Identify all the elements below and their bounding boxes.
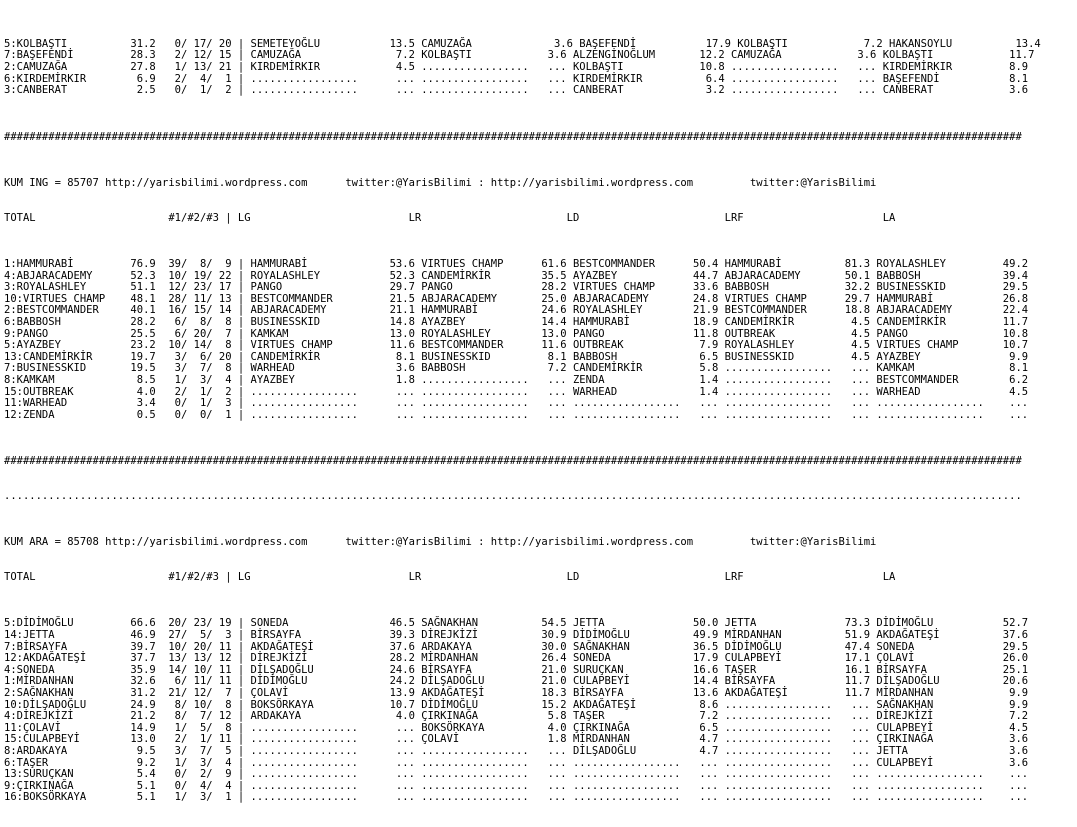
table-row: 2:SAĞNAKHAN 31.2 21/ 12/ 7 | ÇOLAVİ 13.9 AKDAĞATEŞİ 18.3 BİRSAYFA 13.6 AKDAĞATEŞİ 11.7 MİRDANHAN 9.9 [4, 687, 1029, 700]
table-row: 5:KOLBAŞTI 31.2 0/ 17/ 20 | SEMETEYOĞLU 13.5 CAMUZAĞA 3.6 BAŞEFENDİ 17.9 KOLBAŞTI 7.2 HAKANSOYLU 13.4 [4, 37, 1041, 50]
table-row: 12:AKDAĞATEŞİ 37.7 13/ 13/ 12 | DİREJKİZİ 28.2 MİRDANHAN 26.4 SONEDA 17.9 CULAPBEYİ 17.1 ÇOLAVİ 26.0 [4, 652, 1029, 665]
column-headers-ara: TOTAL #1/#2/#3 | LG LR LD LRF LA [4, 571, 896, 584]
table-row: 13:CANDEMİRKİR 19.7 3/ 6/ 20 | CANDEMİRKİR 8.1 BUSINESSKID 8.1 BABBOSH 6.5 BUSINESSKID 4.5 AYAZBEY 9.9 [4, 350, 1029, 363]
table-row: 5:DİDİMOĞLU 66.6 20/ 23/ 19 | SONEDA 46.5 SAĞNAKHAN 54.5 JETTA 50.0 JETTA 73.3 DİDİMOĞLU 52.7 [4, 617, 1029, 630]
dotted-separator: ................................................................................................................................................................. [4, 489, 1022, 502]
table-row: 6:BABBOSH 28.2 6/ 8/ 8 | BUSINESSKID 14.8 AYAZBEY 14.4 HAMMURABİ 18.9 CANDEMİRKİR 4.5 CANDEMİRKİR 11.7 [4, 316, 1029, 329]
table-row: 13:SURUÇKAN 5.4 0/ 2/ 9 | ................. ... ................. ... ................. ... ................. ... ................. ... [4, 768, 1029, 781]
table-row: 9:ÇIRKINAĞA 5.1 0/ 4/ 4 | ................. ... ................. ... ................. ... ................. ... ................. ... [4, 779, 1029, 792]
section-divider-2: ################################################################################################################################################################# [4, 455, 1022, 468]
section-header-ara: KUM ARA = 85708 http://yarisbilimi.wordpress.com twitter:@YarisBilimi : http://yarisbilimi.wordpress.com twitter:@YarisBilimi [4, 536, 877, 549]
column-headers-ing: TOTAL #1/#2/#3 | LG LR LD LRF LA [4, 211, 896, 224]
table-row: 4:ABJARACADEMY 52.3 10/ 19/ 22 | ROYALASHLEY 52.3 CANDEMİRKİR 35.5 AYAZBEY 44.7 ABJARACADEMY 50.1 BABBOSH 39.4 [4, 269, 1029, 282]
table-row: 6:KIRDEMİRKIR 6.9 2/ 4/ 1 | ................. ... ................. ... KIRDEMİRKIR 6.4 ................. ... BAŞEFENDİ 8.1 [4, 72, 1029, 85]
table-row: 10:DİLŞADOĞLU 24.9 8/ 10/ 8 | BOKSÖRKAYA 10.7 DİDİMOĞLU 15.2 AKDAĞATEŞİ 8.6 ................. ... SAĞNAKHAN 9.9 [4, 698, 1029, 711]
table-row: 15:OUTBREAK 4.0 2/ 1/ 2 | ................. ... ................. ... WARHEAD 1.4 ................. ... WARHEAD 4.5 [4, 385, 1029, 398]
table-row: 7:BUSINESSKID 19.5 3/ 7/ 8 | WARHEAD 3.6 BABBOSH 7.2 CANDEMİRKİR 5.8 ................. ... KAMKAM 8.1 [4, 362, 1029, 375]
section-divider-1: ################################################################################################################################################################# [4, 130, 1022, 143]
table-row: 2:BESTCOMMANDER 40.1 16/ 15/ 14 | ABJARACADEMY 21.1 HAMMURABİ 24.6 ROYALASHLEY 21.9 BESTCOMMANDER 18.8 ABJARACADEMY 22.4 [4, 304, 1029, 317]
table-row: 3:ROYALASHLEY 51.1 12/ 23/ 17 | PANGO 29.7 PANGO 28.2 VIRTUES CHAMP 33.6 BABBOSH 32.2 BUSINESSKID 29.5 [4, 281, 1029, 294]
ing-results-table [4, 259, 1077, 421]
table-row: 7:BAŞEFENDİ 28.3 2/ 12/ 15 | CAMUZAĞA 7.2 KOLBAŞTI 3.6 ALZENGİNOĞLUM 12.2 CAMUZAĞA 3.6 KOLBAŞTI 11.7 [4, 49, 1035, 62]
section-header-ing: KUM ING = 85707 http://yarisbilimi.wordpress.com twitter:@YarisBilimi : http://yarisbilimi.wordpress.com twitter:@YarisBilimi [4, 176, 877, 189]
table-row: 15:CULAPBEYİ 13.0 2/ 1/ 11 | ................. ... ÇOLAVİ 1.8 MİRDANHAN 4.7 ................. ... ÇIRKINAĞA 3.6 [4, 733, 1029, 746]
top-results-table [4, 39, 1077, 97]
table-row: 7:BİRSAYFA 39.7 10/ 20/ 11 | AKDAĞATEŞİ 37.6 ARDAKAYA 30.0 SAĞNAKHAN 36.5 DİDİMOĞLU 47.4 SONEDA 29.5 [4, 640, 1029, 653]
table-row: 6:TAŞER 9.2 1/ 3/ 4 | ................. ... ................. ... ................. ... ................. ... CULAPBEYİ 3.6 [4, 756, 1029, 769]
table-row: 11:WARHEAD 3.4 0/ 1/ 3 | ................. ... ................. ... ................. ... ................. ... ................. ... [4, 397, 1029, 410]
table-row: 4:SONEDA 35.9 14/ 10/ 11 | DİLŞADOĞLU 24.6 BİRSAYFA 21.0 SURUÇKAN 16.6 TAŞER 16.1 BİRSAYFA 25.1 [4, 663, 1029, 676]
table-row: 16:BOKSÖRKAYA 5.1 1/ 3/ 1 | ................. ... ................. ... ................. ... ................. ... ................. ... [4, 791, 1029, 804]
table-row: 4:DİREJKİZİ 21.2 8/ 7/ 12 | ARDAKAYA 4.0 ÇIRKINAĞA 5.8 TAŞER 7.2 ................. ... DİREJKİZİ 7.2 [4, 710, 1029, 723]
table-row: 8:KAMKAM 8.5 1/ 3/ 4 | AYAZBEY 1.8 ................. ... ZENDA 1.4 ................. ... BESTCOMMANDER 6.2 [4, 374, 1029, 386]
table-row: 14:JETTA 46.9 27/ 5/ 3 | BİRSAYFA 39.3 DİREJKİZİ 30.9 DİDİMOĞLU 49.9 MİRDANHAN 51.9 AKDAĞATEŞİ 37.6 [4, 629, 1029, 642]
table-row: 5:AYAZBEY 23.2 10/ 14/ 8 | VIRTUES CHAMP 11.6 BESTCOMMANDER 11.6 OUTBREAK 7.9 ROYALASHLEY 4.5 VIRTUES CHAMP 10.7 [4, 339, 1029, 352]
table-row: 1:HAMMURABİ 76.9 39/ 8/ 9 | HAMMURABİ 53.6 VIRTUES CHAMP 61.6 BESTCOMMANDER 50.4 HAMMURABİ 81.3 ROYALASHLEY 49.2 [4, 258, 1029, 271]
table-row: 10:VIRTUES CHAMP 48.1 28/ 11/ 13 | BESTCOMMANDER 21.5 ABJARACADEMY 25.0 ABJARACADEMY 24.8 VIRTUES CHAMP 29.7 HAMMURABİ 26.8 [4, 292, 1029, 305]
table-row: 3:CANBERAT 2.5 0/ 1/ 2 | ................. ... ................. ... CANBERAT 3.2 ................. ... CANBERAT 3.6 [4, 84, 1029, 97]
table-row: 2:CAMUZAĞA 27.8 1/ 13/ 21 | KIRDEMİRKIR 4.5 ................. ... KOLBAŞTI 10.8 ................. ... KIRDEMİRKIR 8.9 [4, 60, 1029, 73]
table-row: 9:PANGO 25.5 6/ 20/ 7 | KAMKAM 13.0 ROYALASHLEY 13.0 PANGO 11.8 OUTBREAK 4.5 PANGO 10.8 [4, 327, 1029, 340]
table-row: 8:ARDAKAYA 9.5 3/ 7/ 5 | ................. ... ................. ... DİLŞADOĞLU 4.7 ................. ... JETTA 3.6 [4, 745, 1029, 757]
table-row: 12:ZENDA 0.5 0/ 0/ 1 | ................. ... ................. ... ................. ... ................. ... ................. ... [4, 408, 1029, 421]
ara-results-table [4, 618, 1077, 804]
table-row: 11:ÇOLAVİ 14.9 1/ 5/ 8 | ................. ... BOKSÖRKAYA 4.0 ÇIRKINAĞA 6.5 ................. ... CULAPBEYİ 4.5 [4, 721, 1029, 734]
table-row: 1:MİRDANHAN 32.6 6/ 11/ 11 | DİDİMOĞLU 24.2 DİLŞADOĞLU 21.0 CULAPBEYİ 14.4 BİRSAYFA 11.7 DİLŞADOĞLU 20.6 [4, 675, 1029, 688]
